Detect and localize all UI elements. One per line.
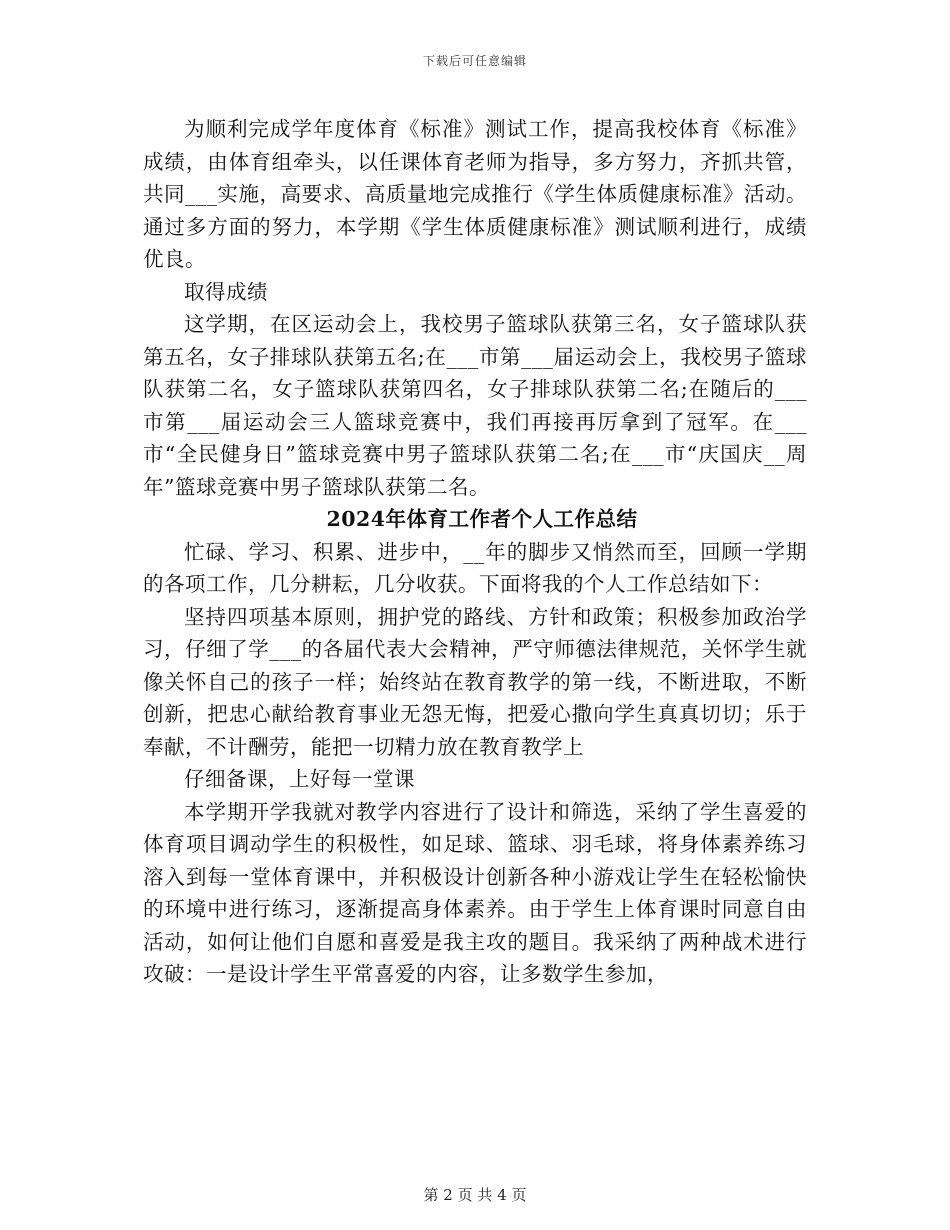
paragraph-principles: 坚持四项基本原则，拥护党的路线、方针和政策；积极参加政治学习，仔细了学___的各届代表大会精神，严守师德法律规范，关怀学生就像关怀自己的孩子一样；始终站在教育教学的第一线，不断进取，不断创新，把忠心献给教育事业无怨无悔，把爱心撒向学生真真切切；乐于奉献，不计酬劳，能把一切精力放在教育教学上 bbox=[143, 604, 807, 759]
section-title: 2024年体育工作者个人工作总结 bbox=[326, 507, 638, 531]
paragraph-standard-test: 为顺利完成学年度体育《标准》测试工作，提高我校体育《标准》成绩，由体育组牵头，以任课体育老师为指导，多方努力，齐抓共管，共同___实施，高要求、高质量地完成推行《学生体质健康标准》活动。通过多方面的努力，本学期《学生体质健康标准》测试顺利进行，成绩优良。 bbox=[143, 117, 807, 271]
subheading-lesson-prep: 仔细备课，上好每一堂课 bbox=[184, 767, 415, 791]
page-header: 下载后可任意编辑 bbox=[422, 54, 527, 68]
subheading-achievements: 取得成绩 bbox=[184, 279, 268, 304]
document-body bbox=[143, 113, 807, 991]
paragraph-achievements: 这学期，在区运动会上，我校男子篮球队获第三名，女子篮球队获第五名，女子排球队获第五名;在___市第___届运动会上，我校男子篮球队获第二名，女子篮球队获第四名，女子排球队获第二名;在随后的___市第___届运动会三人篮球竞赛中，我们再接再厉拿到了冠军。在___市“全民健身日”篮球竞赛中男子篮球队获第二名;在___市“庆国庆__周年”篮球竞赛中男子篮球队获第二名。 bbox=[143, 312, 807, 499]
page-footer: 第 2 页 共 4 页 bbox=[423, 1186, 527, 1204]
paragraph-teaching: 本学期开学我就对教学内容进行了设计和筛选，采纳了学生喜爱的体育项目调动学生的积极性，如足球、篮球、羽毛球，将身体素养练习溶入到每一堂体育课中，并积极设计创新各种小游戏让学生在轻松愉快的环境中进行练习，逐渐提高身体素养。由于学生上体育课时同意自由活动，如何让他们自愿和喜爱是我主攻的题目。我采纳了两种战术进行攻破：一是设计学生平常喜爱的内容，让多数学生参加， bbox=[143, 799, 807, 986]
paragraph-intro: 忙碌、学习、积累、进步中，__年的脚步又悄然而至，回顾一学期的各项工作，几分耕耘，几分收获。下面将我的个人工作总结如下： bbox=[143, 539, 807, 596]
